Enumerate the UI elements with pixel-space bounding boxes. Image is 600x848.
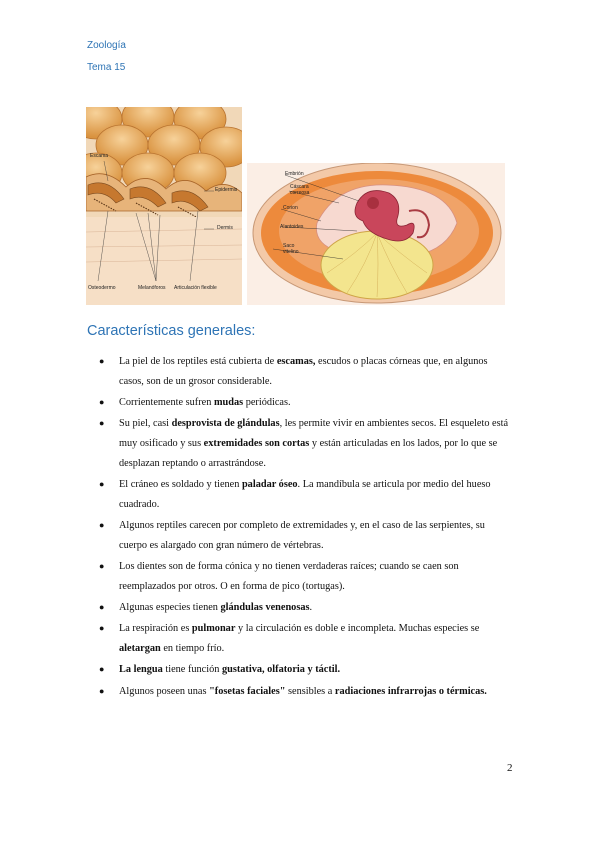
- text-span: El cráneo es soldado y tienen: [119, 478, 242, 490]
- bold-text: paladar óseo: [241, 478, 298, 490]
- label-cascara-line1: Cáscara: [290, 184, 309, 190]
- label-melanoforos: Melanóforos: [138, 285, 166, 291]
- bold-text: desprovista de glándulas: [171, 418, 280, 430]
- text-span: Corrientemente sufren: [119, 396, 214, 408]
- list-item: [87, 598, 515, 618]
- list-item: [87, 352, 515, 391]
- text-span: y la circulación es doble e incompleta. Muchas especies se: [235, 623, 480, 635]
- text-span: Su piel, casi: [119, 418, 172, 430]
- bullet-icon: ●: [99, 664, 105, 675]
- bold-text: gustativa, olfatoria y táctil.: [221, 664, 341, 676]
- header-topic: Tema 15: [87, 62, 126, 73]
- list-item: [87, 557, 515, 596]
- text-span: La piel de los reptiles está cubierta de: [119, 356, 277, 367]
- label-cascara-line2: correosa: [290, 190, 310, 196]
- list-item: [87, 516, 515, 555]
- text-span: Algunos poseen unas: [119, 685, 210, 697]
- section-title: Características generales:: [87, 323, 256, 339]
- egg-drawing: [247, 163, 505, 305]
- bullet-icon: ●: [99, 560, 105, 571]
- label-alantoides: Alantoides: [280, 224, 304, 230]
- list-item: [87, 660, 515, 680]
- label-corion: Corion: [283, 205, 298, 211]
- bold-text: "fosetas faciales": [209, 685, 286, 697]
- text-span: periódicas.: [243, 396, 291, 408]
- text-span: , les permite vivir en ambientes secos. El esqueleto está muy osificado y sus: [119, 418, 509, 449]
- skin-scales-drawing: [86, 107, 242, 305]
- label-dermis: Dermis: [217, 225, 233, 231]
- page-header: [87, 38, 126, 82]
- text-span: . La mandíbula se articula por medio del hueso cuadrado.: [119, 478, 491, 510]
- bullet-icon: ●: [99, 601, 105, 612]
- text-span: Los dientes son de forma cónica y no tienen verdaderas raíces; cuando se caen son reemplazados por otros. O en forma de pico (tortugas).: [119, 560, 459, 592]
- bold-text: radiaciones infrarrojas o térmicas.: [334, 685, 487, 697]
- bullet-icon: ●: [99, 519, 105, 530]
- bold-text: extremidades son cortas: [203, 437, 310, 449]
- bullet-icon: ●: [99, 685, 105, 696]
- list-item: [87, 393, 515, 413]
- characteristics-list: [87, 352, 515, 703]
- bullet-icon: ●: [99, 356, 105, 366]
- label-articulacion: Articulación flexible: [174, 285, 217, 291]
- text-span: Algunos reptiles carecen por completo de extremidades y, en el caso de las serpientes, su cuerpo es alargado con gran número de vértebras.: [119, 519, 485, 551]
- text-span: escudos o placas córneas que, en algunos casos, son de un grosor considerable.: [119, 356, 488, 387]
- bold-text: aletargan: [119, 642, 161, 654]
- label-saco-line1: Saco: [283, 243, 295, 249]
- label-saco-vitelino: [283, 243, 299, 255]
- bold-text: mudas: [213, 396, 244, 408]
- text-span: sensibles a: [285, 685, 335, 697]
- bullet-icon: ●: [99, 418, 105, 429]
- bullet-icon: ●: [99, 396, 105, 407]
- list-item: [87, 619, 515, 658]
- header-subject: Zoología: [87, 40, 126, 51]
- label-cascara: [290, 184, 309, 196]
- label-epidermis: Epidermis: [215, 187, 238, 193]
- bullet-icon: ●: [99, 623, 105, 634]
- text-span: La respiración es: [119, 623, 192, 635]
- list-item: [87, 414, 515, 473]
- skin-scales-figure: [86, 107, 242, 305]
- bullet-icon: ●: [99, 478, 105, 489]
- list-item: [87, 682, 515, 702]
- reptile-egg-figure: [247, 163, 505, 305]
- text-span: .: [309, 601, 313, 613]
- bold-text: escamas,: [276, 356, 316, 367]
- label-osteodermo: Osteodermo: [88, 285, 116, 291]
- bold-text: La lengua: [119, 664, 163, 676]
- label-escama: Escama: [90, 153, 109, 159]
- page-number: 2: [507, 762, 513, 774]
- text-span: y están articuladas en los lados, por lo que se desplazan reptando o arrastrándose.: [119, 437, 498, 469]
- list-item: [87, 475, 515, 514]
- text-span: tiene función: [162, 664, 222, 676]
- bold-text: glándulas venenosas: [220, 601, 310, 613]
- text-span: en tiempo frío.: [160, 642, 225, 654]
- bold-text: pulmonar: [191, 623, 236, 635]
- text-span: Algunas especies tienen: [119, 601, 221, 613]
- label-embrion: Embrión: [285, 171, 304, 177]
- label-saco-line2: vitelino: [283, 249, 299, 255]
